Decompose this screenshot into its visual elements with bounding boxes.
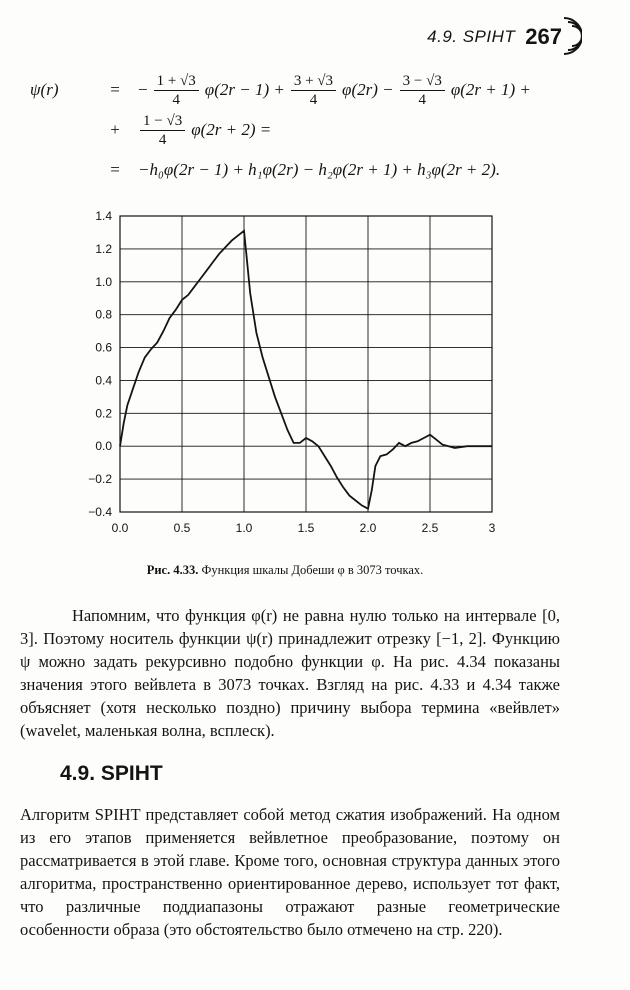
formula-eq: +	[110, 120, 120, 139]
caption-label: Рис. 4.33.	[146, 563, 199, 577]
caption-text: Функция шкалы Добеши φ в 3073 точках.	[201, 563, 424, 577]
fraction-numerator: 3 + √3	[291, 72, 336, 91]
x-tick-label: 0.0	[111, 521, 129, 535]
fraction-numerator: 1 + √3	[154, 72, 199, 91]
formula-rhs: −h₀φ(2r − 1) + h₁φ(2r) − h₂φ(2r + 1) + h₃φ(2r + 2).	[138, 160, 501, 179]
body-paragraph-2: Алгоритм SPIHT представляет собой метод сжатия изображений. На одном из его этапов применяется вейвлетное преобразование, поэтому он рассматривается в этой главе. Кроме того, основная структура данных этого алгоритма, пространственно ориентированное дерево, использует тот факт, что различные поддиапазоны отражают разные геометрические особенности образа (это обстоятельство было отмечено на стр. 220).	[20, 805, 560, 939]
x-tick-label: 1.0	[235, 521, 253, 535]
daubechies-scaling-chart	[60, 200, 510, 550]
formula-rhs	[138, 72, 531, 109]
formula-line-2	[30, 110, 590, 150]
body-paragraph-1: Напомним, что функция φ(r) не равна нулю только на интервале [0, 3]. Поэтому носитель функции ψ(r) принадлежит отрезку [−1, 2]. Функцию ψ можно задать рекурсивно подобно функции φ. На рис. 4.34 показаны значения этого вейвлета в 3073 точках. Взгляд на рис. 4.33 и 4.34 также объясняет (хотя несколько поздно) причину выбора термина «вейвлет» (wavelet, маленькая волна, всплеск).	[20, 606, 560, 740]
figure-caption	[0, 563, 570, 578]
y-axis-ticks	[88, 209, 112, 519]
fraction-denominator: 4	[172, 91, 180, 108]
y-tick-label: 0.0	[95, 439, 112, 454]
page-number	[525, 24, 576, 50]
formula-rhs	[138, 112, 271, 149]
y-tick-label: 1.4	[95, 209, 112, 223]
running-title: 4.9. SPIHT	[427, 27, 516, 46]
fraction-numerator: 1 − √3	[140, 112, 185, 131]
x-tick-label: 1.5	[297, 521, 315, 535]
page-number-arcs-icon	[562, 14, 582, 58]
fraction	[400, 72, 445, 109]
x-tick-label: 0.5	[173, 521, 191, 535]
formula-lhs: ψ(r)	[30, 80, 59, 99]
section-heading: 4.9. SPIHT	[60, 762, 163, 785]
y-tick-label: 1.2	[95, 241, 112, 256]
x-tick-label: 2.5	[421, 521, 439, 535]
y-tick-label: 1.0	[95, 274, 112, 289]
term-sign: −	[138, 80, 148, 99]
fraction-denominator: 4	[309, 91, 318, 108]
formula-line-1	[30, 70, 590, 110]
fraction	[140, 112, 185, 149]
term-tail: φ(2r + 1) +	[450, 80, 531, 99]
term-tail: φ(2r − 1) +	[204, 80, 285, 99]
y-tick-label: 0.6	[95, 340, 112, 355]
page-header	[427, 24, 576, 50]
y-tick-label: 0.4	[95, 373, 112, 388]
x-axis-ticks	[112, 521, 496, 535]
formula-eq: =	[110, 80, 120, 99]
term-tail: φ(2r) −	[342, 80, 394, 99]
y-tick-label: −0.4	[88, 505, 112, 519]
y-tick-label: 0.2	[95, 406, 112, 421]
x-tick-label: 3	[488, 521, 496, 535]
chart-grid	[120, 216, 492, 512]
y-tick-label: 0.8	[95, 307, 112, 322]
y-tick-label: −0.2	[88, 472, 112, 487]
wavelet-formula	[30, 70, 590, 190]
fraction-denominator: 4	[158, 131, 167, 148]
formula-eq: =	[110, 160, 120, 179]
term-tail: φ(2r + 2) =	[191, 120, 272, 139]
x-tick-label: 2.0	[359, 521, 377, 535]
fraction	[154, 72, 199, 109]
formula-line-3	[30, 150, 590, 190]
fraction-numerator: 3 − √3	[400, 72, 445, 91]
fraction	[291, 72, 336, 109]
fraction-denominator: 4	[418, 91, 426, 108]
page-number-text: 267	[525, 24, 562, 49]
